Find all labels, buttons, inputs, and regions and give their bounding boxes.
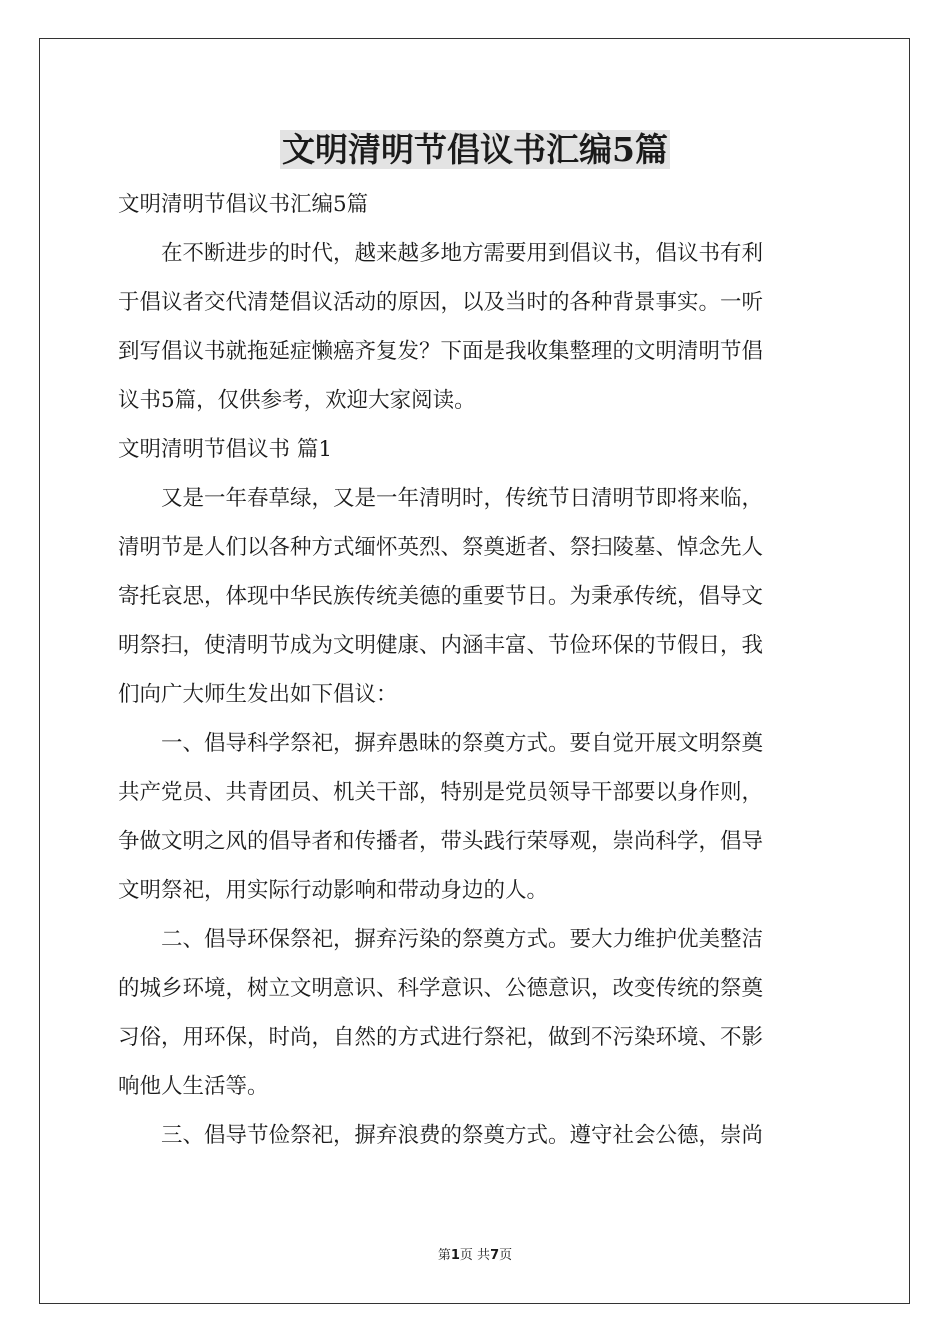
text-line: 们向广大师生发出如下倡议： [118,682,398,707]
document-title [0,128,950,172]
text-line: 明祭扫，使清明节成为文明健康、内涵丰富、节俭环保的节假日，我 [118,633,764,658]
document-title-text: 文明清明节倡议书汇编5篇 [282,130,668,169]
paragraph-4 [118,1111,833,1160]
text-line: 文明祭祀，用实际行动影响和带动身边的人。 [118,878,549,903]
page-footer [0,1247,950,1265]
page-suffix: 页 [499,1248,513,1263]
text-line: 寄托哀思，体现中华民族传统美德的重要节日。为秉承传统，倡导文 [118,584,764,609]
text-line: 又是一年春草绿，又是一年清明时，传统节日清明节即将来临， [161,486,764,511]
section-heading: 文明清明节倡议书 篇1 [118,437,333,462]
document-subtitle: 文明清明节倡议书汇编5篇 [118,192,369,217]
text-line: 二、倡导环保祭祀，摒弃污染的祭奠方式。要大力维护优美整洁 [161,927,764,952]
text-line: 在不断进步的时代，越来越多地方需要用到倡议书，倡议书有利 [161,241,764,266]
text-line: 三、倡导节俭祭祀，摒弃浪费的祭奠方式。遵守社会公德，崇尚 [161,1123,764,1148]
text-line: 响他人生活等。 [118,1074,269,1099]
text-line: 争做文明之风的倡导者和传播者，带头践行荣辱观，崇尚科学，倡导 [118,829,764,854]
page-prefix: 第 [437,1248,451,1263]
text-line: 清明节是人们以各种方式缅怀英烈、祭奠逝者、祭扫陵墓、悼念先人 [118,535,764,560]
paragraph-1 [118,474,833,719]
text-line: 到写倡议书就拖延症懒癌齐复发？下面是我收集整理的文明清明节倡 [118,339,764,364]
text-line: 的城乡环境，树立文明意识、科学意识、公德意识，改变传统的祭奠 [118,976,764,1001]
page-total: 7 [490,1248,500,1263]
document-body [118,180,833,1160]
paragraph-3 [118,915,833,1111]
page-mid: 页 共 [459,1248,491,1263]
paragraph-2 [118,719,833,915]
text-line: 议书5篇，仅供参考，欢迎大家阅读。 [118,388,476,413]
text-line: 于倡议者交代清楚倡议活动的原因，以及当时的各种背景事实。一听 [118,290,764,315]
page-current: 1 [450,1248,460,1263]
text-line: 一、倡导科学祭祀，摒弃愚昧的祭奠方式。要自觉开展文明祭奠 [161,731,764,756]
intro-paragraph [118,229,833,425]
text-line: 习俗，用环保，时尚，自然的方式进行祭祀，做到不污染环境、不影 [118,1025,764,1050]
text-line: 共产党员、共青团员、机关干部，特别是党员领导干部要以身作则， [118,780,764,805]
